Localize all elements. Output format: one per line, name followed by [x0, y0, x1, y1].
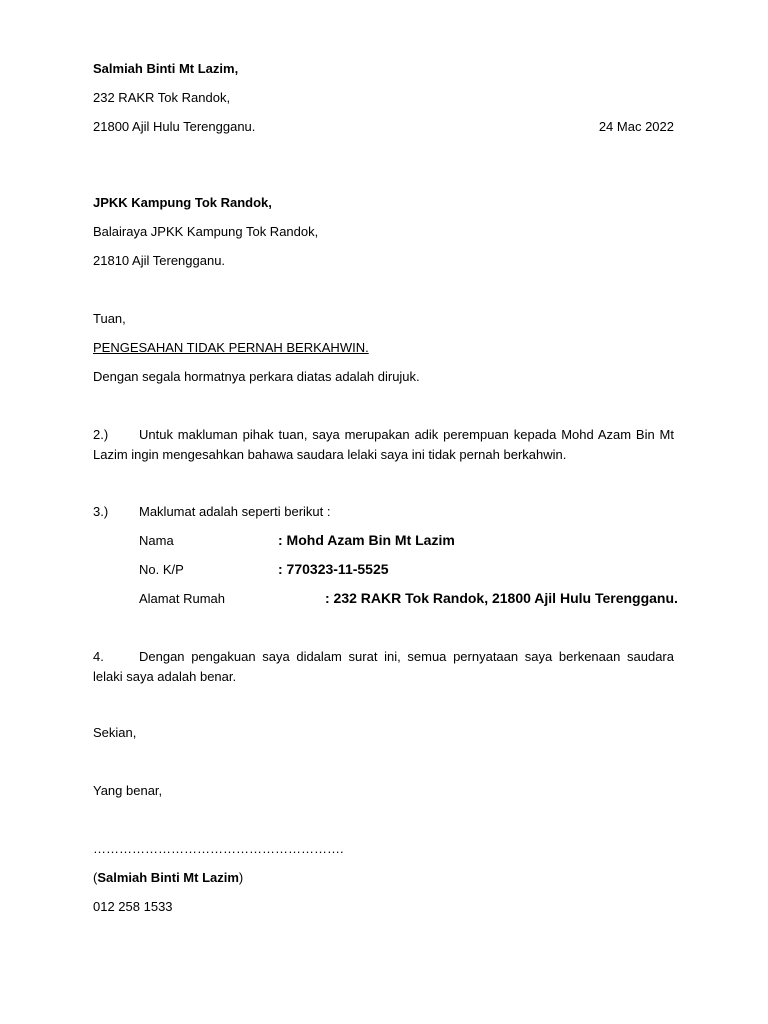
paragraph-3: [93, 503, 330, 521]
recipient-address-line1: Balairaya JPKK Kampung Tok Randok,: [93, 224, 319, 239]
paragraph-4-number: 4.: [93, 649, 104, 664]
paragraph-2-text: Untuk makluman pihak tuan, saya merupakan adik perempuan kepada Mohd Azam Bin Mt Lazim ingin mengesahkan bahawa saudara lelaki saya ini tidak pernah berkahwin.: [93, 427, 674, 462]
intro-paragraph: Dengan segala hormatnya perkara diatas adalah dirujuk.: [93, 369, 420, 384]
sender-address-line1: 232 RAKR Tok Randok,: [93, 90, 231, 105]
detail-value: : Mohd Azam Bin Mt Lazim: [278, 532, 455, 548]
closing: Sekian,: [93, 725, 137, 740]
detail-value: : 770323-11-5525: [278, 561, 389, 577]
salutation: Tuan,: [93, 311, 126, 326]
detail-label: Alamat Rumah: [139, 591, 225, 606]
letter-date: 24 Mac 2022: [598, 119, 674, 134]
sender-address-line2: 21800 Ajil Hulu Terengganu.: [93, 119, 256, 134]
recipient-name: JPKK Kampung Tok Randok,: [93, 195, 272, 210]
detail-label: Nama: [139, 533, 174, 548]
recipient-address-line2: 21810 Ajil Terengganu.: [93, 253, 226, 268]
paragraph-4-text: Dengan pengakuan saya didalam surat ini, semua pernyataan saya berkenaan saudara lelaki saya adalah benar.: [93, 649, 674, 684]
paragraph-4: [93, 647, 674, 687]
letter-subject: PENGESAHAN TIDAK PERNAH BERKAHWIN.: [93, 340, 369, 355]
signature-line: ………………………………………………….: [93, 841, 344, 856]
signatory-paren-close: ): [238, 870, 244, 885]
detail-label: No. K/P: [139, 562, 184, 577]
detail-value: : 232 RAKR Tok Randok, 21800 Ajil Hulu Terengganu.: [325, 590, 678, 606]
signatory-name-text: Salmiah Binti Mt Lazim: [97, 870, 239, 885]
signoff: Yang benar,: [93, 783, 163, 798]
sender-name: Salmiah Binti Mt Lazim,: [93, 61, 239, 76]
signatory-paren-open: (: [93, 870, 98, 885]
signatory-name: [93, 869, 243, 887]
paragraph-2: [93, 425, 674, 465]
paragraph-2-number: 2.): [93, 427, 109, 442]
signatory-phone: 012 258 1533: [93, 899, 173, 914]
paragraph-3-text: Maklumat adalah seperti berikut :: [139, 504, 331, 519]
paragraph-3-number: 3.): [93, 504, 109, 519]
